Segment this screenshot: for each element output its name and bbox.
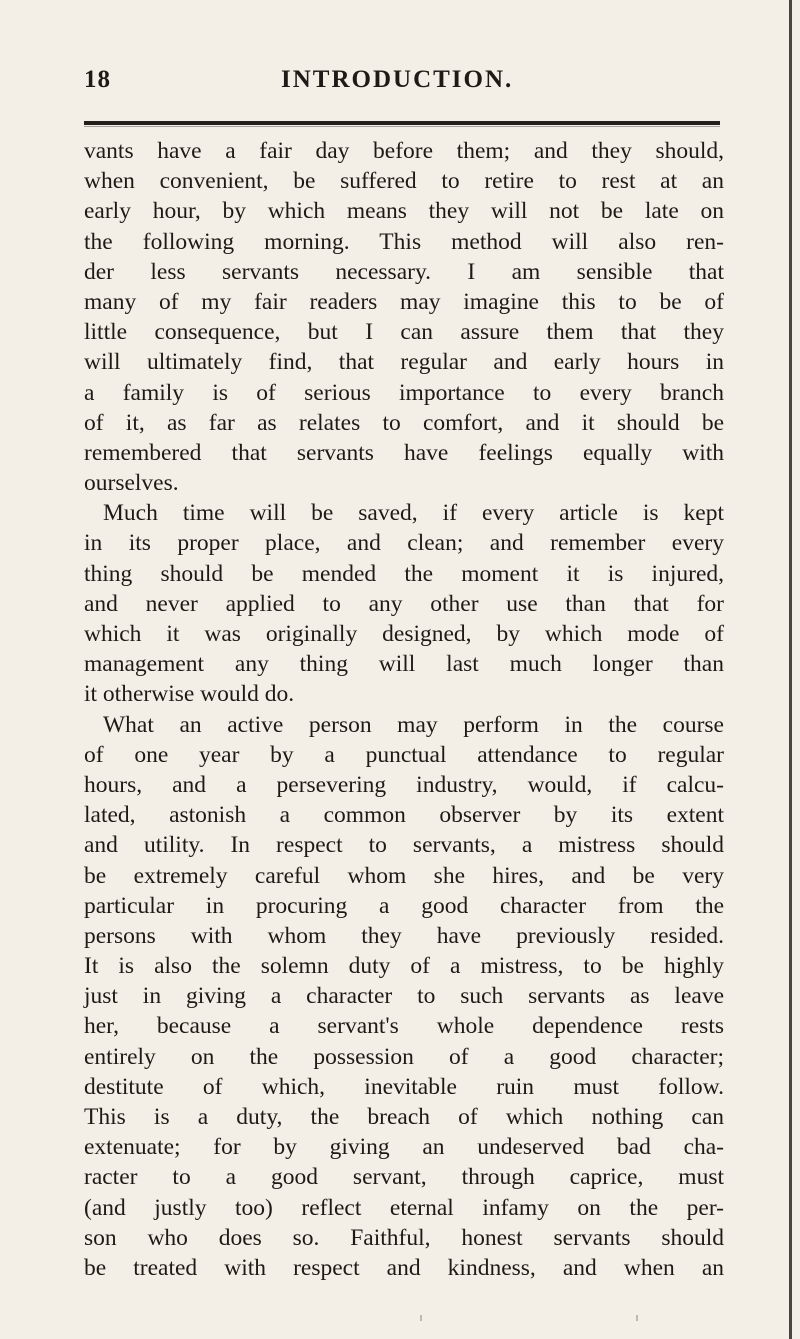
text-line: This is a duty, the breach of which nothing can: [84, 1104, 724, 1130]
text-line: management any thing will last much longer than: [84, 651, 724, 678]
text-line: remembered that servants have feelings equally with: [84, 439, 724, 466]
text-line: will ultimately find, that regular and early hours in: [84, 349, 724, 376]
text-line: and never applied to any other use than that for: [84, 590, 724, 617]
page-edge-line: [789, 0, 792, 1339]
text-line: (and justly too) reflect eternal infamy on the per-: [84, 1194, 724, 1221]
text-line: son who does so. Faithful, honest servants should: [84, 1224, 724, 1251]
body-text: [84, 136, 724, 1283]
text-line: extenuate; for by giving an undeserved bad cha-: [84, 1134, 724, 1161]
text-line: in its proper place, and clean; and remember every: [84, 530, 724, 557]
text-line: der less servants necessary. I am sensible that: [84, 258, 724, 285]
ink-speck: [420, 1315, 422, 1321]
text-line: early hour, by which means they will not be late on: [84, 198, 724, 225]
text-line: of one year by a punctual attendance to regular: [84, 741, 724, 768]
page-number: 18: [84, 66, 111, 93]
text-line: when convenient, be suffered to retire to rest at an: [84, 168, 724, 195]
bottom-specks: [0, 1315, 800, 1335]
text-line: a family is of serious importance to every branch: [84, 379, 724, 406]
text-line: be treated with respect and kindness, and when an: [84, 1254, 724, 1281]
ink-speck: [636, 1315, 638, 1321]
text-line: and utility. In respect to servants, a mistress should: [84, 832, 724, 859]
text-line: vants have a fair day before them; and they should,: [84, 138, 724, 164]
text-line: little consequence, but I can assure them that they: [84, 319, 724, 346]
text-line: ourselves.: [84, 470, 179, 497]
text-line: just in giving a character to such servants as leave: [84, 983, 724, 1010]
text-line: which it was originally designed, by which mode of: [84, 621, 724, 647]
text-line: be extremely careful whom she hires, and be very: [84, 862, 724, 889]
text-line: lated, astonish a common observer by its extent: [84, 802, 724, 829]
text-line: it otherwise would do.: [84, 681, 295, 708]
text-line: the following morning. This method will also ren-: [84, 228, 724, 255]
text-line: racter to a good servant, through caprice, must: [84, 1164, 724, 1191]
paragraph-start-line: What an active person may perform in the course: [103, 711, 724, 738]
text-line: of it, as far as relates to comfort, and it should be: [84, 409, 724, 436]
header-rule: [84, 121, 720, 125]
text-line: persons with whom they have previously resided.: [84, 922, 724, 949]
text-line: particular in procuring a good character from the: [84, 892, 724, 919]
text-line: hours, and a persevering industry, would, if calcu-: [84, 771, 724, 798]
page-header: [84, 66, 724, 106]
text-line: destitute of which, inevitable ruin must follow.: [84, 1073, 724, 1100]
text-line: thing should be mended the moment it is injured,: [84, 560, 724, 587]
text-line: entirely on the possession of a good character;: [84, 1043, 724, 1070]
text-line: many of my fair readers may imagine this to be of: [84, 288, 724, 315]
text-line: It is also the solemn duty of a mistress, to be highly: [84, 953, 724, 980]
running-title: INTRODUCTION.: [281, 66, 514, 93]
text-line: her, because a servant's whole dependence rests: [84, 1013, 724, 1040]
paragraph-start-line: Much time will be saved, if every article is kept: [103, 500, 724, 527]
header-rule-shadow: [84, 126, 720, 127]
